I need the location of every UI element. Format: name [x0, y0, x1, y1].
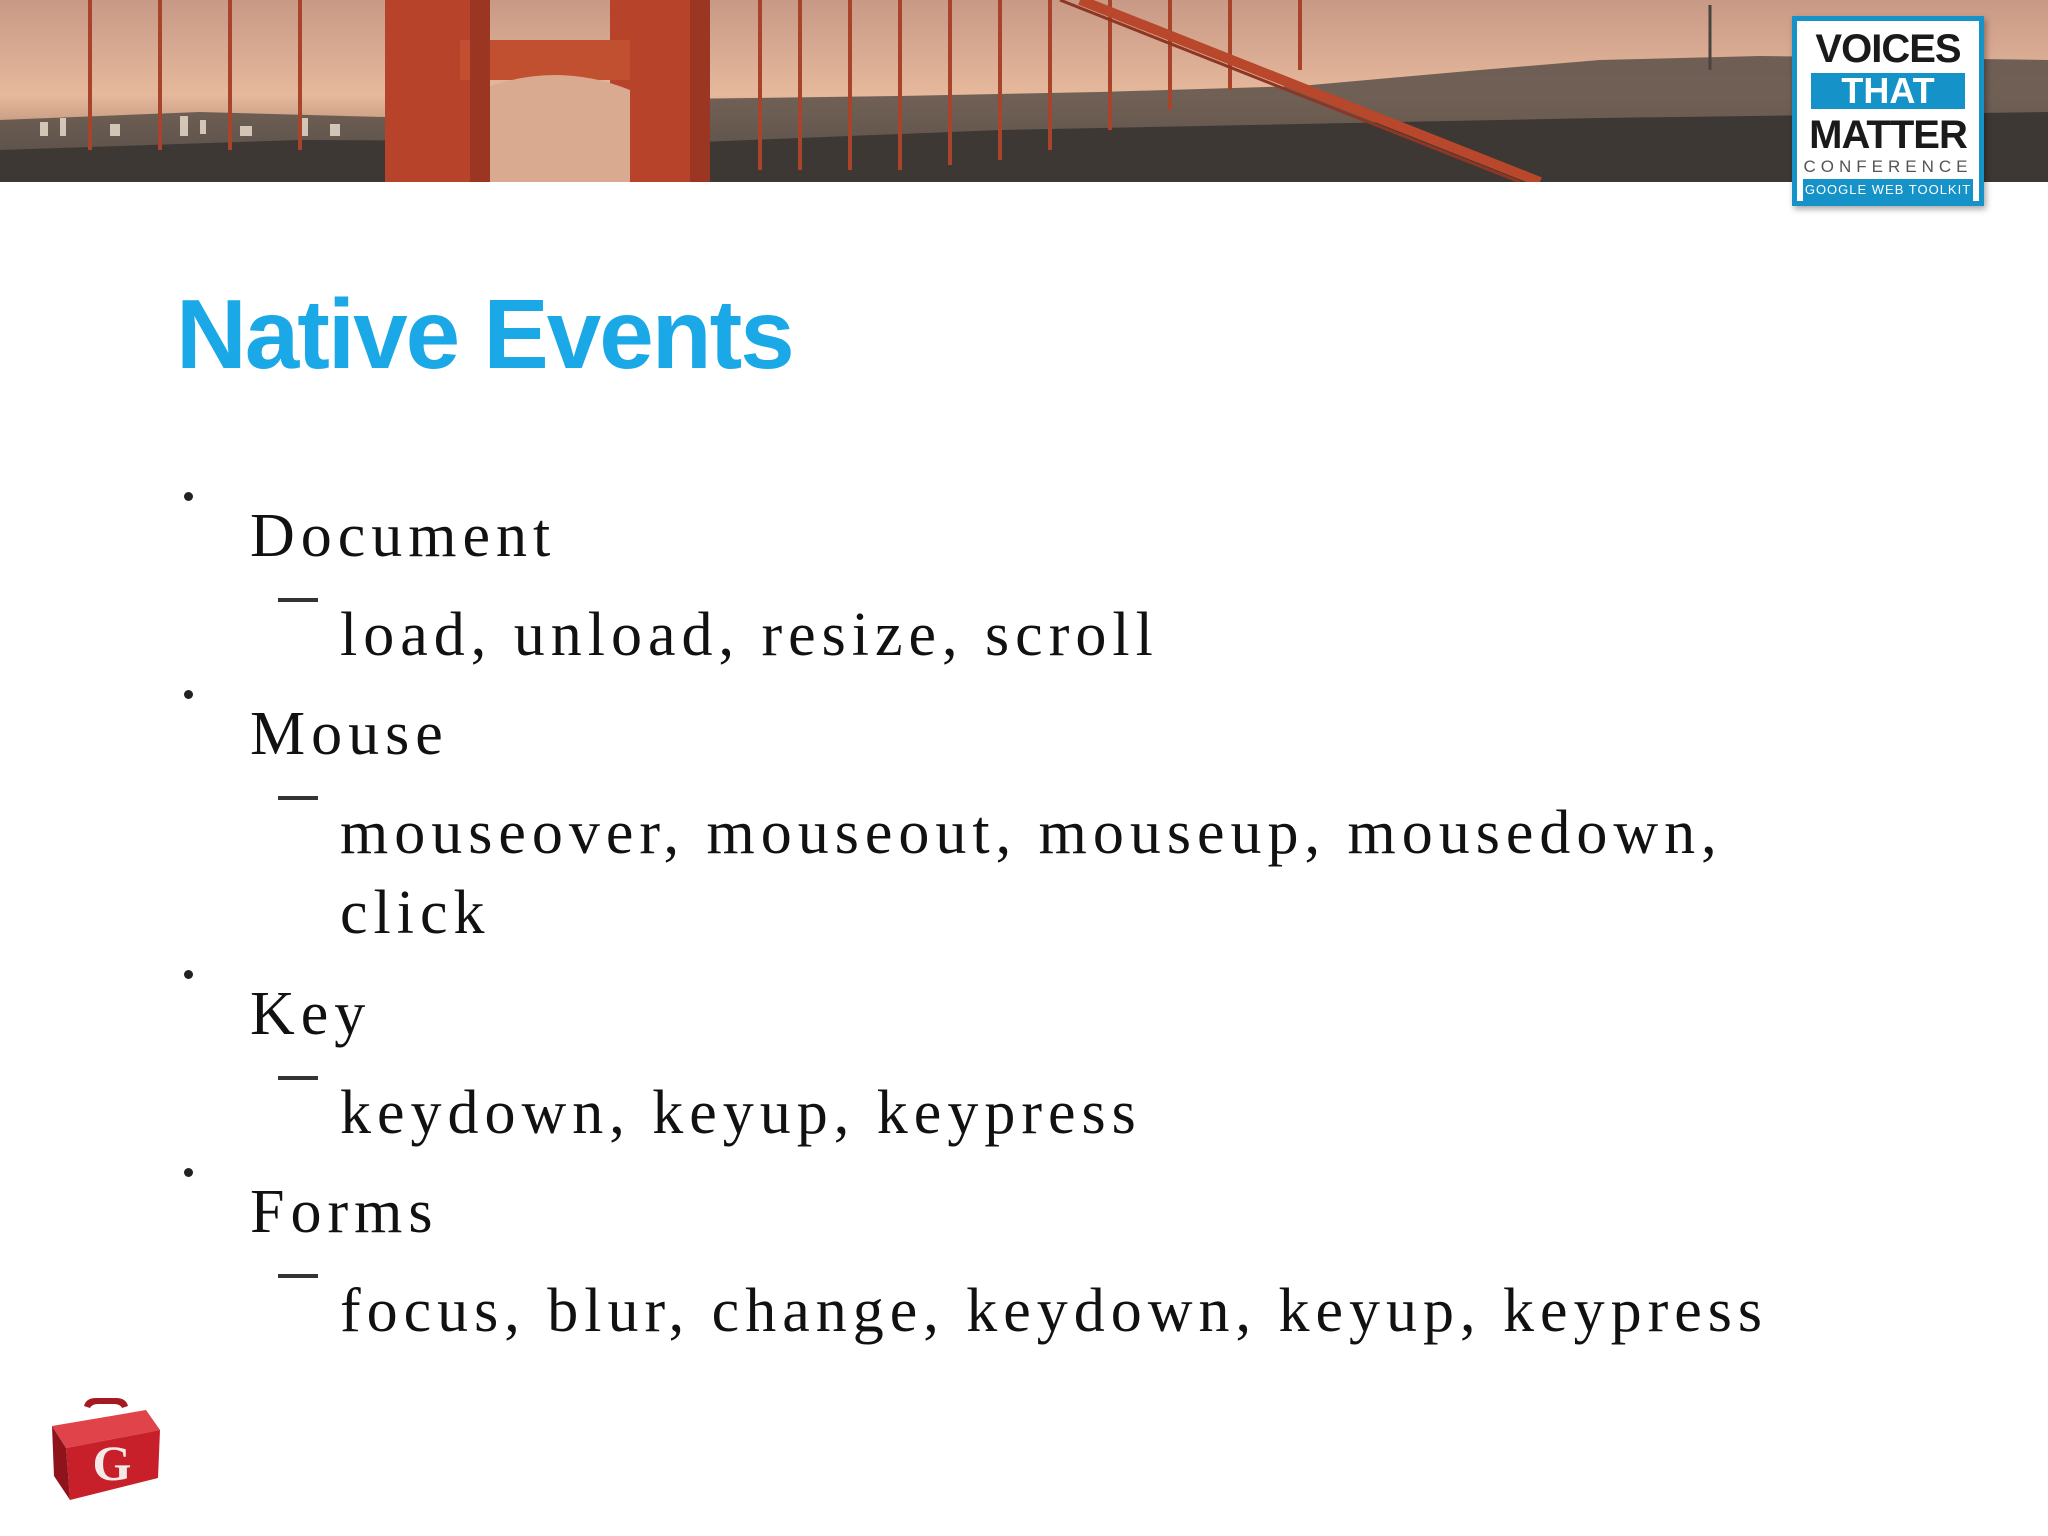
sub-bullet-document-events: load, unload, resize, scroll	[340, 601, 1159, 669]
badge-line-conference: CONFERENCE	[1803, 157, 1973, 176]
bullet-heading-document: Document	[250, 502, 557, 570]
bullet-dot	[184, 492, 193, 501]
sub-bullet-dash	[278, 796, 318, 800]
badge-line-matter: MATTER	[1809, 113, 1967, 157]
bullet-dot	[184, 1168, 193, 1177]
sub-bullet-mouse-events: mouseover, mouseout, mouseup, mousedown,	[340, 799, 1723, 867]
golden-gate-bridge-image	[0, 0, 2048, 182]
sub-bullet-forms-events: focus, blur, change, keydown, keyup, keypress	[340, 1277, 1768, 1345]
sub-bullet-dash	[278, 1274, 318, 1278]
header-banner	[0, 0, 2048, 182]
badge-line-that: THAT	[1811, 73, 1965, 109]
sub-bullet-mouse-events-cont: click	[340, 879, 491, 947]
conference-badge	[1792, 16, 1984, 206]
bullet-heading-mouse: Mouse	[250, 700, 449, 768]
bullet-heading-key: Key	[250, 980, 372, 1048]
sub-bullet-dash	[278, 1076, 318, 1080]
badge-line-voices: VOICES	[1815, 27, 1961, 71]
gwt-toolbox-icon	[46, 1396, 164, 1504]
sub-bullet-dash	[278, 598, 318, 602]
sub-bullet-key-events: keydown, keyup, keypress	[340, 1079, 1142, 1147]
bullet-dot	[184, 970, 193, 979]
badge-line-gwt: GOOGLE WEB TOOLKIT	[1803, 179, 1973, 201]
slide-title: Native Events	[176, 279, 793, 389]
gwt-logo-letter: G	[92, 1435, 132, 1491]
bullet-dot	[184, 690, 193, 699]
bullet-heading-forms: Forms	[250, 1178, 439, 1246]
